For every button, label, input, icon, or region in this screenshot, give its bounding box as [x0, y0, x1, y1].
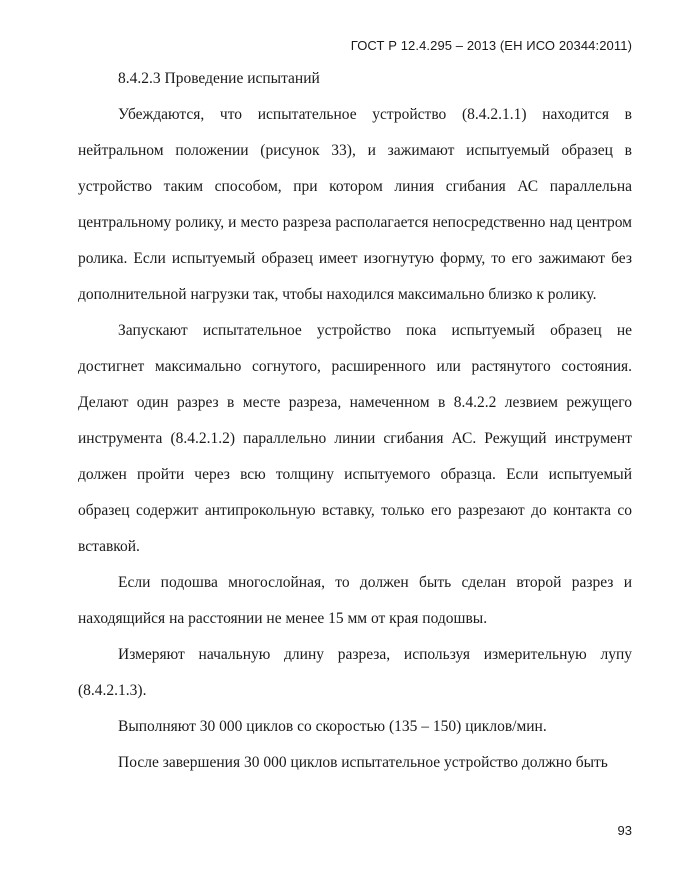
paragraph-2: Запускают испытательное устройство пока испытуемый образец не достигнет максимально согнутого, расширенного или растянутого состояния. Делают один разрез в месте разреза, намеченном в 8.4.2.2 лезвием режущего инструмента (8.4.2.1.2) параллельно линии сгибания АС. Режущий инструмент должен пройти через всю толщину испытуемого образца. Если испытуемый образец содержит антипрокольную вставку, только его разрезают до контакта со вставкой. [78, 322, 632, 555]
paragraph-4: Измеряют начальную длину разреза, используя измерительную лупу (8.4.2.1.3). [78, 646, 632, 699]
section-heading: 8.4.2.3 Проведение испытаний [118, 70, 320, 87]
page-body [78, 61, 632, 781]
paragraph-1: Убеждаются, что испытательное устройство (8.4.2.1.1) находится в нейтральном положении (рисунок 33), и зажимают испытуемый образец в устройство таким способом, при котором линия сгибания АС параллельна центральному ролику, и место разреза располагается непосредственно над центром ролика. Если испытуемый образец имеет изогнутую форму, то его зажимают без дополнительной нагрузки так, чтобы находился максимально близко к ролику. [78, 106, 632, 303]
paragraph-6: После завершения 30 000 циклов испытательное устройство должно быть [118, 754, 608, 771]
document-header: ГОСТ Р 12.4.295 – 2013 (ЕН ИСО 20344:2011) [350, 38, 632, 53]
paragraph-3: Если подошва многослойная, то должен быть сделан второй разрез и находящийся на расстоянии не менее 15 мм от края подошвы. [78, 574, 632, 627]
page-number: 93 [617, 823, 632, 838]
paragraph-5: Выполняют 30 000 циклов со скоростью (135 – 150) циклов/мин. [118, 718, 547, 735]
